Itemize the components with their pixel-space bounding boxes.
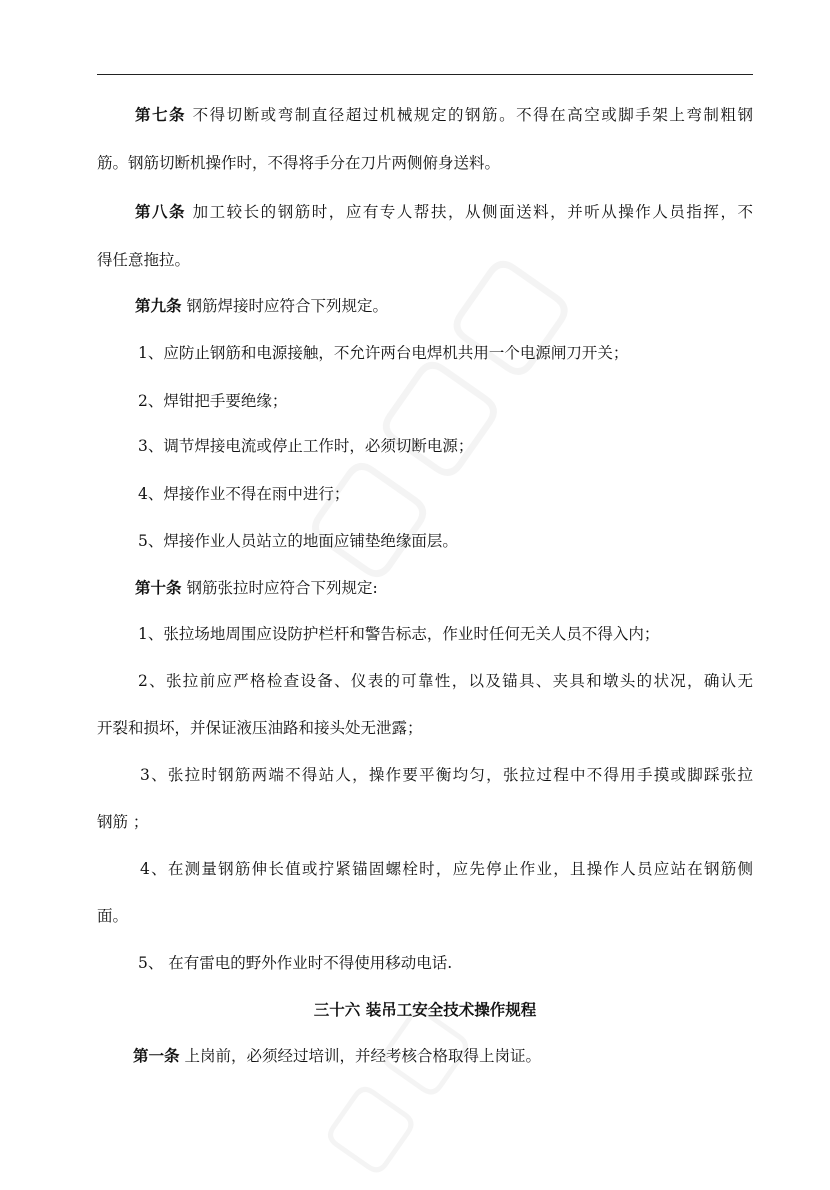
article7-line2: 筋。钢筋切断机操作时，不得将手分在刀片两侧俯身送料。 xyxy=(97,154,501,172)
article9-item-5: 5、焊接作业人员站立的地面应铺垫绝缘面层。 xyxy=(138,532,458,550)
article10-item-4-line1: 4、在测量钢筋伸长值或拧紧锚固螺栓时，应先停止作业，且操作人员应站在钢筋侧 xyxy=(140,860,753,878)
article10-intro: 钢筋张拉时应符合下列规定: xyxy=(186,579,378,597)
article10-item-3-line1: 3、张拉时钢筋两端不得站人，操作要平衡均匀，张拉过程中不得用手摸或脚踩张拉 xyxy=(140,766,753,784)
article10-item-2-line1: 2、张拉前应严格检查设备、仪表的可靠性，以及锚具、夹具和墩头的状况，确认无 xyxy=(138,672,753,690)
article9-intro-line xyxy=(135,295,795,317)
article10-item-4-line2: 面。 xyxy=(97,907,129,925)
article10-item-2-line2: 开裂和损坏，并保证液压油路和接头处无泄露； xyxy=(97,719,423,737)
article9-item-4: 4、焊接作业不得在雨中进行； xyxy=(138,485,350,503)
article10-label: 第十条 xyxy=(135,578,182,597)
header-rule xyxy=(97,74,753,75)
article9-item-1: 1、应防止钢筋和电源接触，不允许两台电焊机共用一个电源闸刀开关； xyxy=(138,344,629,362)
article7-label: 第七条 xyxy=(135,105,187,124)
article7-text1: 不得切断或弯制直径超过机械规定的钢筋。不得在高空或脚手架上弯制粗钢 xyxy=(192,106,753,124)
article9-intro: 钢筋焊接时应符合下列规定。 xyxy=(186,297,388,315)
article9-item-2: 2、焊钳把手要绝缘； xyxy=(138,392,288,410)
section36-article1-label: 第一条 xyxy=(133,1046,180,1065)
section36-heading: 三十六 装吊工安全技术操作规程 xyxy=(313,1000,537,1019)
section36-article1 xyxy=(133,1045,793,1067)
section36-article1-text: 上岗前，必须经过培训，并经考核合格取得上岗证。 xyxy=(184,1047,541,1065)
article7-line1 xyxy=(97,104,753,126)
article9-item-3: 3、调节焊接电流或停止工作时，必须切断电源； xyxy=(138,437,474,455)
article8-line1 xyxy=(97,201,753,223)
article10-item-3-line2: 钢筋 ； xyxy=(97,813,149,831)
article10-item-5: 5、 在有雷电的野外作业时不得使用移动电话. xyxy=(138,954,453,972)
article8-text1: 加工较长的钢筋时，应有专人帮扶，从侧面送料，并听从操作人员指挥，不 xyxy=(192,203,753,221)
article10-item-1: 1、张拉场地周围应设防护栏杆和警告标志，作业时任何无关人员不得入内； xyxy=(138,625,660,643)
article10-intro-line xyxy=(135,577,795,599)
article8-label: 第八条 xyxy=(135,202,187,221)
article8-line2: 得任意拖拉。 xyxy=(97,251,191,269)
article9-label: 第九条 xyxy=(135,296,182,315)
